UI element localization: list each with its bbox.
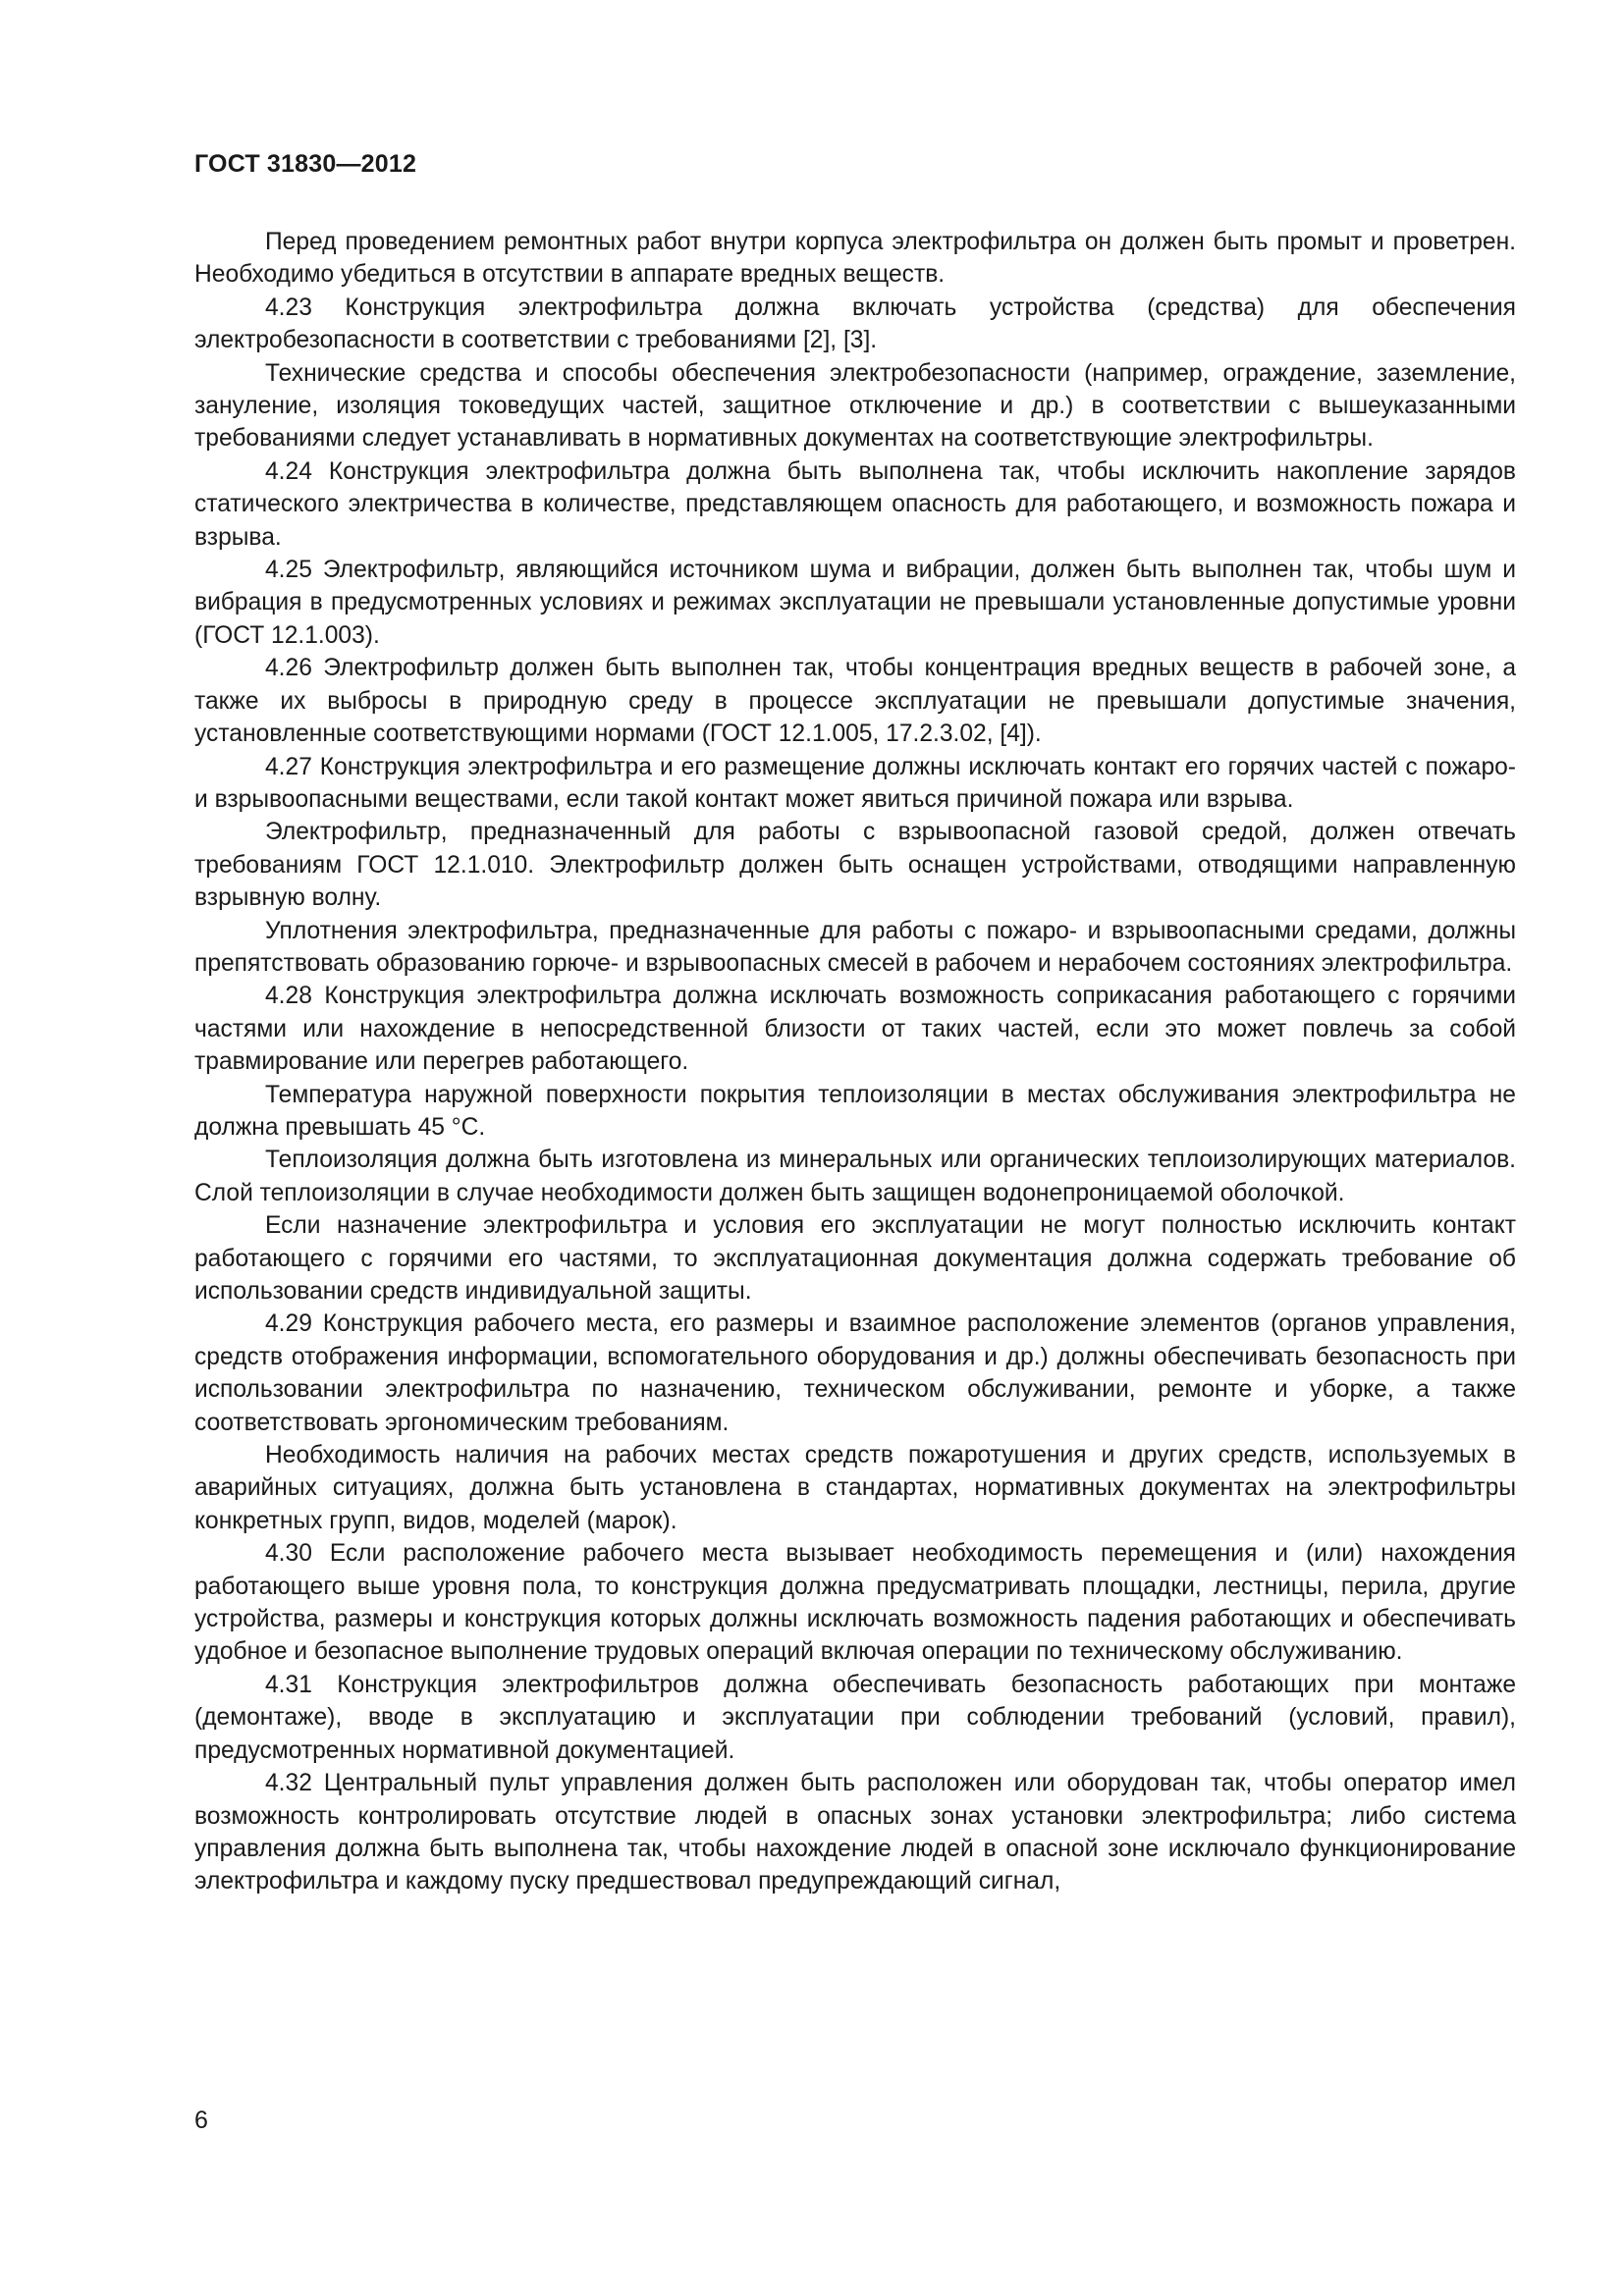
paragraph: 4.24 Конструкция электрофильтра должна быть выполнена так, чтобы исключить накопление зарядов статического электричества в количестве, представляющем опасность для работающего, и возможность пожара и взрыва. (194, 457, 1516, 551)
paragraph: 4.28 Конструкция электрофильтра должна исключать возможность соприкасания работающего с горячими частями или нахождение в непосредственной близости от таких частей, если это может повлечь за собой травмирование или перегрев работающего. (194, 983, 1516, 1076)
paragraph: Технические средства и способы обеспечения электробезопасности (например, ограждение, заземление, зануление, изоляция токоведущих частей, защитное отключение и др.) в соответствии с вышеуказанными требованиями следует устанавливать в нормативных документах на соответствующие электрофильтры. (194, 359, 1516, 453)
paragraph: 4.30 Если расположение рабочего места вызывает необходимость перемещения и (или) нахождения работающего выше уровня пола, то конструкция должна предусматривать площадки, лестницы, перила, другие устройства, размеры и конструкция которых должны исключать возможность падения работающих и обеспечивать удобное и безопасное выполнение трудовых операций включая операции по техническому обслуживанию. (194, 1540, 1516, 1666)
page-number: 6 (194, 2107, 208, 2134)
paragraph: 4.26 Электрофильтр должен быть выполнен так, чтобы концентрация вредных веществ в рабочей зоне, а также их выбросы в природную среду в процессе эксплуатации не превышали допустимые значения, установленные соответствующими нормами (ГОСТ 12.1.005, 17.2.3.02, [4]). (194, 655, 1516, 748)
paragraph: Если назначение электрофильтра и условия его эксплуатации не могут полностью исключить контакт работающего с горячими его частями, то эксплуатационная документация должна содержать требование об использовании средств индивидуальной защиты. (194, 1212, 1516, 1305)
paragraph: Необходимость наличия на рабочих местах средств пожаротушения и других средств, используемых в аварийных ситуациях, должна быть установлена в стандартах, нормативных документах на электрофильтры конкретных групп, видов, моделей (марок). (194, 1442, 1516, 1534)
paragraph: 4.31 Конструкция электрофильтров должна обеспечивать безопасность работающих при монтаже (демонтаже), вводе в эксплуатацию и эксплуатации при соблюдении требований (условий, правил), предусмотренных нормативной документацией. (194, 1671, 1516, 1764)
paragraph: 4.29 Конструкция рабочего места, его размеры и взаимное расположение элементов (органов управления, средств отображения информации, вспомогательного оборудования и др.) должны обеспечивать безопасность при использовании электрофильтра по назначению, техническом обслуживании, ремонте и уборке, а также соответствовать эргономическим требованиям. (194, 1310, 1516, 1436)
paragraph: 4.27 Конструкция электрофильтра и его размещение должны исключать контакт его горячих частей с пожаро- и взрывоопасными веществами, если такой контакт может явиться причиной пожара или взрыва. (194, 753, 1516, 813)
paragraph: 4.32 Центральный пульт управления должен быть расположен или оборудован так, чтобы оператор имел возможность контролировать отсутствие людей в опасных зонах установки электрофильтра; либо система управления должна быть выполнена так, чтобы нахождение людей в опасной зоне исключало функционирование электрофильтра и каждому пуску предшествовал предупреждающий сигнал, (194, 1770, 1516, 1896)
paragraph: Уплотнения электрофильтра, предназначенные для работы с пожаро- и взрывоопасными средами, должны препятствовать образованию горюче- и взрывоопасных смесей в рабочем и нерабочем состояниях электрофильтра. (194, 917, 1516, 977)
paragraph: Температура наружной поверхности покрытия теплоизоляции в местах обслуживания электрофильтра не должна превышать 45 °C. (194, 1081, 1516, 1141)
paragraph: 4.25 Электрофильтр, являющийся источником шума и вибрации, должен быть выполнен так, чтобы шум и вибрация в предусмотренных условиях и режимах эксплуатации не превышали установленные допустимые уровни (ГОСТ 12.1.003). (194, 557, 1516, 649)
document-code-header: ГОСТ 31830—2012 (194, 150, 417, 178)
document-body (194, 226, 1516, 1898)
paragraph: Теплоизоляция должна быть изготовлена из минеральных или органических теплоизолирующих материалов. Слой теплоизоляции в случае необходимости должен быть защищен водонепроницаемой оболочкой. (194, 1147, 1516, 1206)
paragraph: 4.23 Конструкция электрофильтра должна включать устройства (средства) для обеспечения электробезопасности в соответствии с требованиями [2], [3]. (194, 294, 1516, 354)
paragraph: Перед проведением ремонтных работ внутри корпуса электрофильтра он должен быть промыт и проветрен. Необходимо убедиться в отсутствии в аппарате вредных веществ. (194, 229, 1516, 289)
paragraph: Электрофильтр, предназначенный для работы с взрывоопасной газовой средой, должен отвечать требованиям ГОСТ 12.1.010. Электрофильтр должен быть оснащен устройствами, отводящими направленную взрывную волну. (194, 819, 1516, 912)
